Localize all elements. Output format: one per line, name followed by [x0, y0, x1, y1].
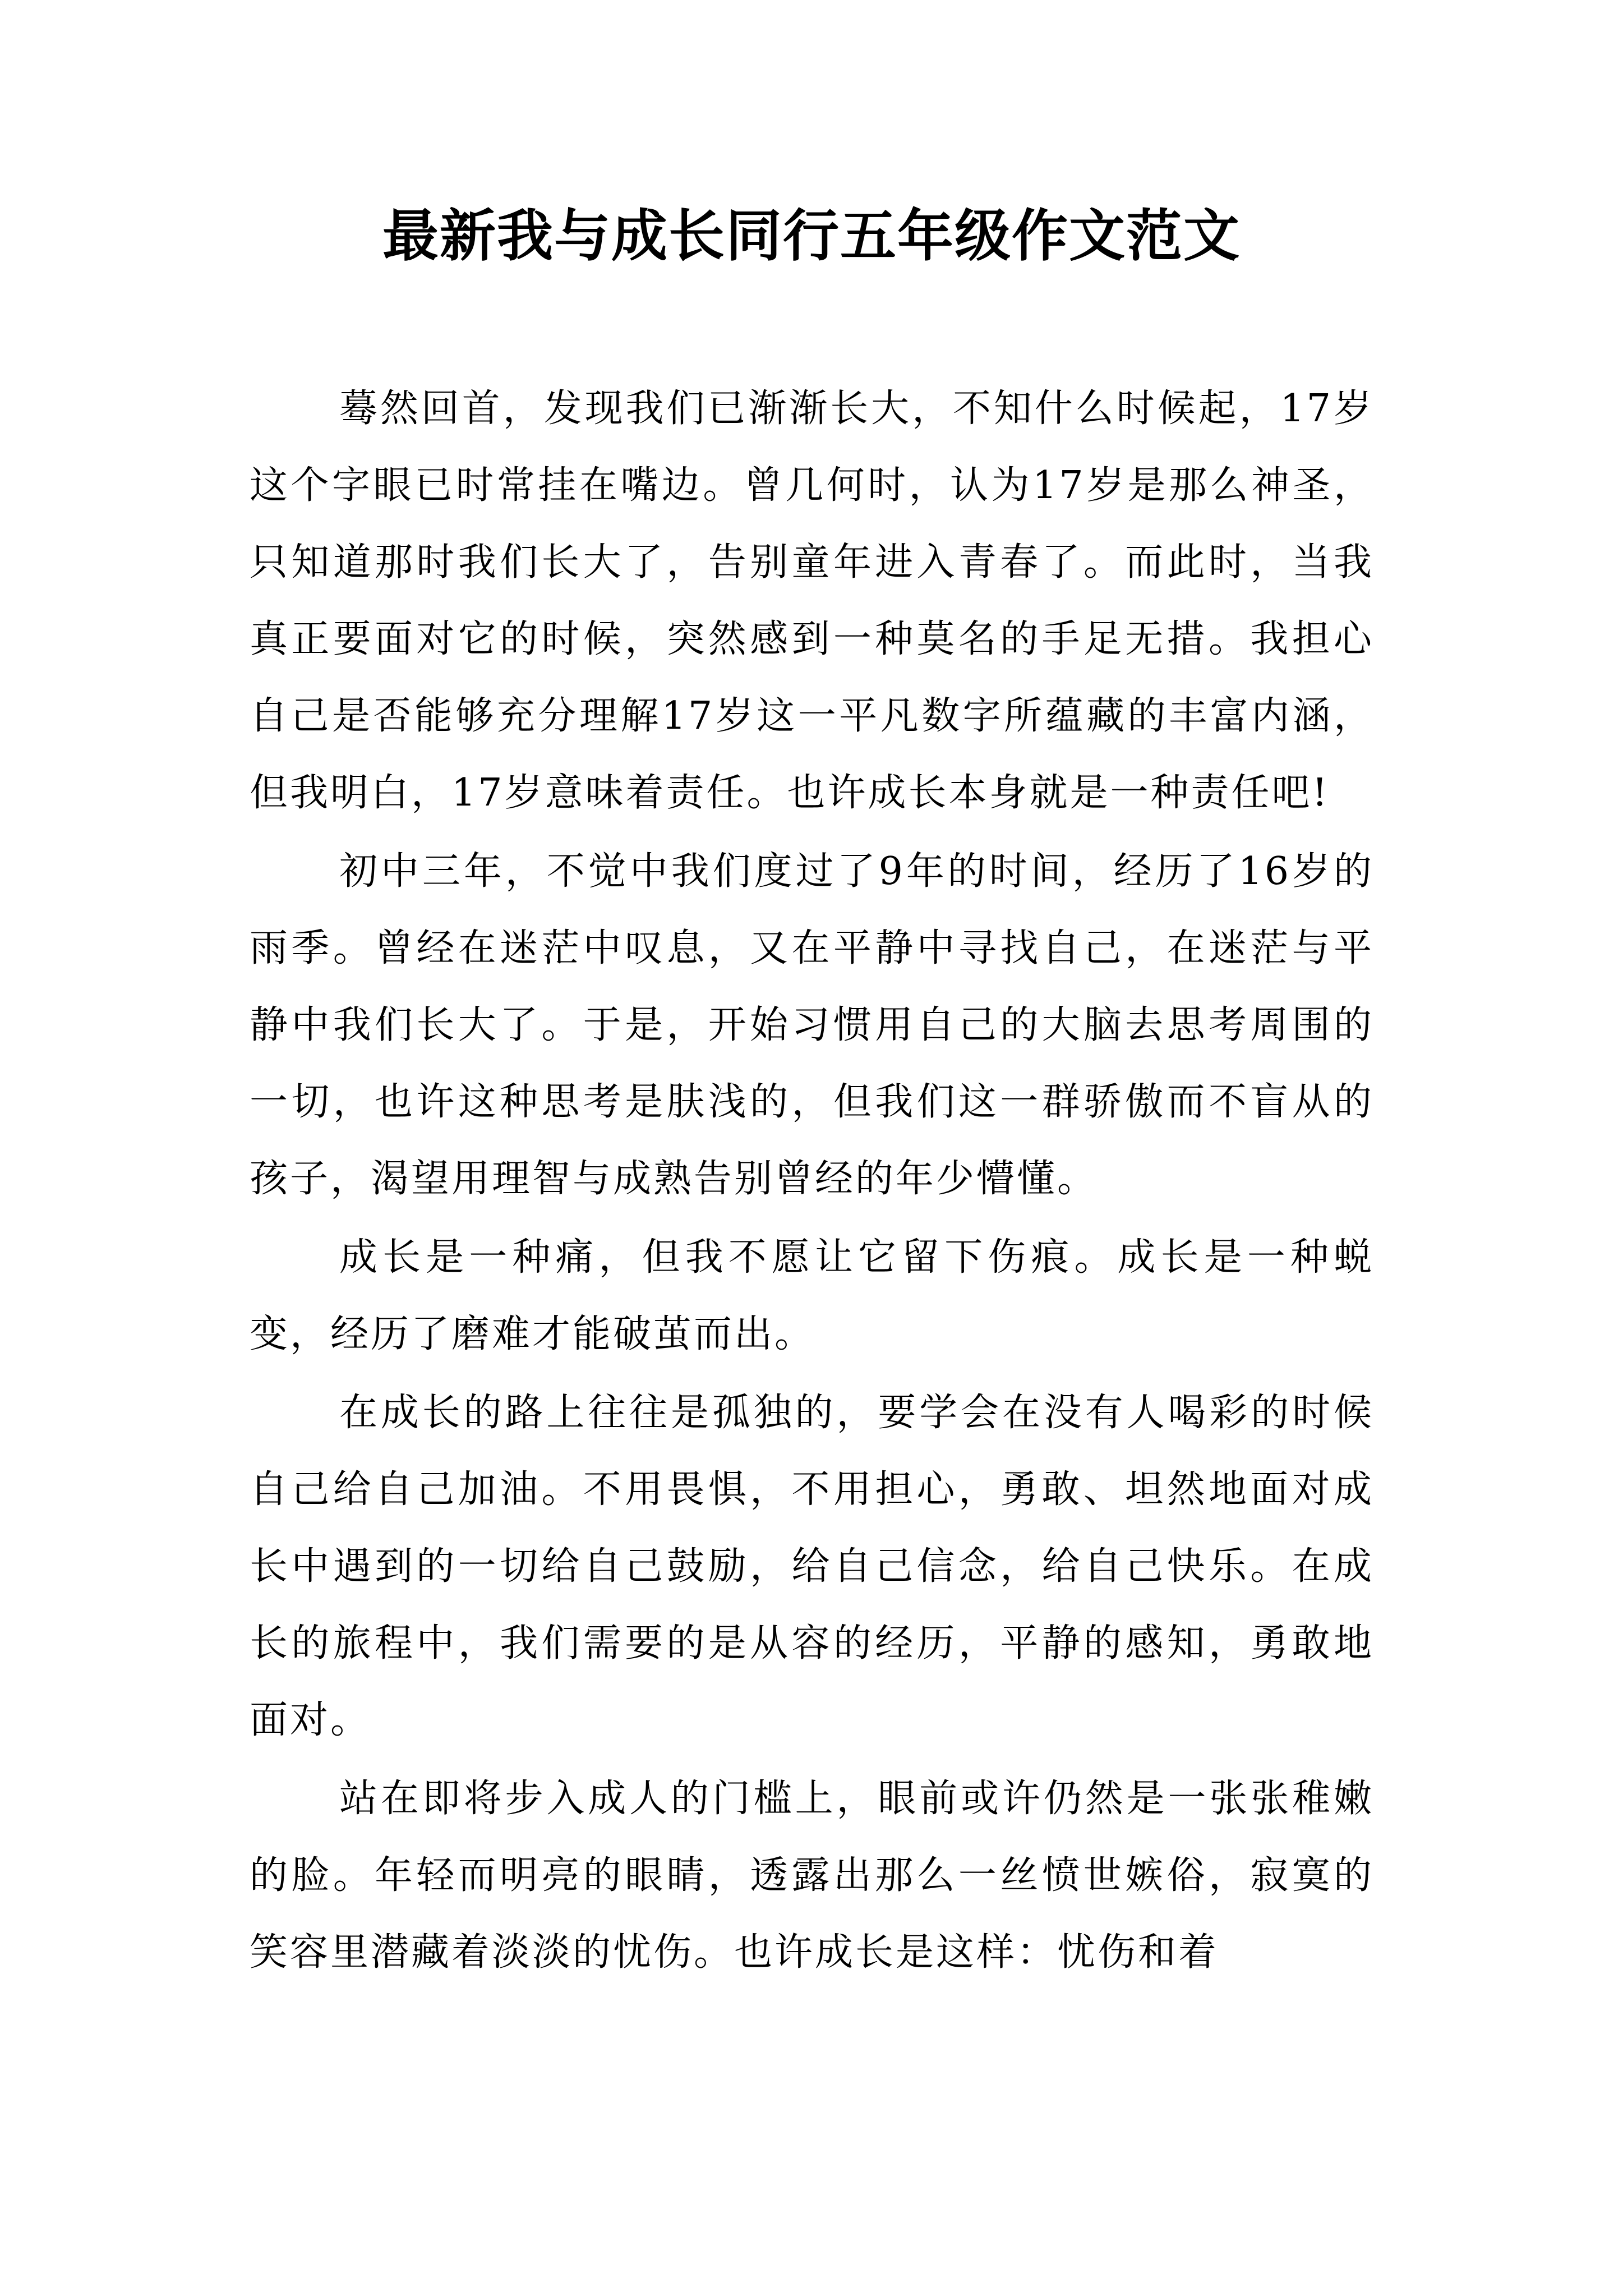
- paragraph-5: 站在即将步入成人的门槛上，眼前或许仍然是一张张稚嫩的脸。年轻而明亮的眼睛，透露出那么一丝愤世嫉俗，寂寞的笑容里潜藏着淡淡的忧伤。也许成长是这样：忧伤和着: [250, 1777, 1374, 1975]
- document-title: 最新我与成长同行五年级作文范文: [382, 203, 1241, 269]
- paragraph-1: 蓦然回首，发现我们已渐渐长大，不知什么时候起，17岁这个字眼已时常挂在嘴边。曾几何时，认为17岁是那么神圣，只知道那时我们长大了，告别童年进入青春了。而此时，当我真正要面对它的时候，突然感到一种莫名的手足无措。我担心自己是否能够充分理解17岁这一平凡数字所蕴藏的丰富内涵，但我明白，17岁意味着责任。也许成长本身就是一种责任吧!: [250, 386, 1374, 815]
- document-body: [250, 370, 1374, 1993]
- paragraph-3: 成长是一种痛，但我不愿让它留下伤痕。成长是一种蜕变，经历了磨难才能破茧而出。: [250, 1235, 1374, 1356]
- paragraph-2: 初中三年，不觉中我们度过了9年的时间，经历了16岁的雨季。曾经在迷茫中叹息，又在平静中寻找自己，在迷茫与平静中我们长大了。于是，开始习惯用自己的大脑去思考周围的一切，也许这种思考是肤浅的，但我们这一群骄傲而不盲从的孩子，渴望用理智与成熟告别曾经的年少懵懂。: [250, 849, 1374, 1201]
- paragraph-4: 在成长的路上往往是孤独的，要学会在没有人喝彩的时候自己给自己加油。不用畏惧，不用担心，勇敢、坦然地面对成长中遇到的一切给自己鼓励，给自己信念，给自己快乐。在成长的旅程中，我们需要的是从容的经历，平静的感知，勇敢地面对。: [250, 1391, 1374, 1742]
